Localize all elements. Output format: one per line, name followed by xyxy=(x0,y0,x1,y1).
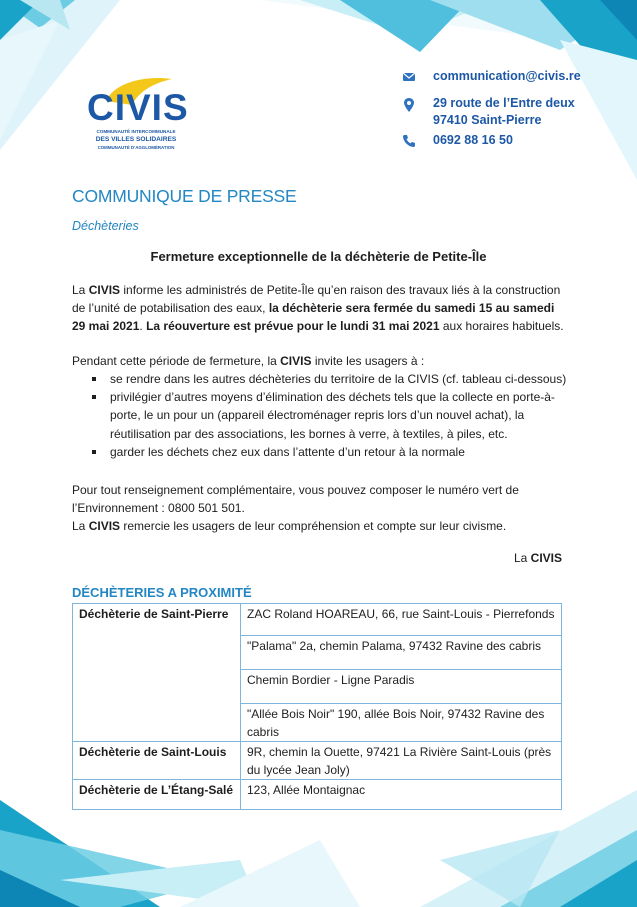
paragraph-contact-info: Pour tout renseignement complémentaire, vous pouvez composer le numéro vert de l’Environnement : 0800 501 501. xyxy=(72,483,519,516)
list-item-text: garder les déchets chez eux dans l’attente d’un retour à la normale xyxy=(110,444,465,459)
text-run: invite les usagers à : xyxy=(311,354,425,368)
logo-wordmark: CIVIS xyxy=(87,87,189,128)
logo-tagline-3: COMMUNAUTÉ D'AGGLOMÉRATION xyxy=(97,145,175,150)
table-cell-address: 123, Allée Montaignac xyxy=(241,780,562,810)
table-cell-name: Déchèterie de L’Étang-Salé xyxy=(73,780,241,810)
bullet-square-icon xyxy=(92,450,96,454)
section-title: DÉCHÈTERIES A PROXIMITÉ xyxy=(72,585,252,600)
signature-name: CIVIS xyxy=(530,551,562,565)
closure-dates: la déchèterie sera fermée du samedi 15 au samedi 29 mai 2021 xyxy=(72,301,555,334)
logo-tagline-1: COMMUNAUTÉ INTERCOMMUNALE xyxy=(96,129,176,134)
text-run: aux horaires habituels. xyxy=(439,319,564,334)
press-headline: Fermeture exceptionnelle de la déchèterie de Petite-Île xyxy=(150,249,487,264)
waste-centers-table xyxy=(72,603,562,810)
table-row xyxy=(73,604,562,636)
list-item xyxy=(72,388,568,443)
page-title: COMMUNIQUE DE PRESSE xyxy=(72,186,297,206)
paragraph-invitation xyxy=(72,352,568,370)
text-run: remercie les usagers de leur compréhension et compte sur leur civisme. xyxy=(120,519,507,533)
paragraph-intro xyxy=(72,281,568,336)
bullet-square-icon xyxy=(92,377,96,381)
text-run: La xyxy=(72,519,89,533)
table-cell-address: Chemin Bordier - Ligne Paradis xyxy=(241,670,562,704)
table-cell-address: "Palama" 2a, chemin Palama, 97432 Ravine des cabris xyxy=(241,636,562,670)
text-run: La xyxy=(72,283,89,297)
recommendations-list xyxy=(72,370,568,461)
phone-icon xyxy=(401,133,417,149)
contact-address-line2: 97410 Saint-Pierre xyxy=(433,113,542,127)
envelope-icon xyxy=(401,69,417,85)
contact-address-line1: 29 route de l’Entre deux xyxy=(433,96,575,110)
reopening-date: La réouverture est prévue pour le lundi 31 mai 2021 xyxy=(146,319,440,334)
text-run: Pendant cette période de fermeture, la xyxy=(72,354,281,368)
civis-name: CIVIS xyxy=(88,519,121,533)
contact-phone[interactable]: 0692 88 16 50 xyxy=(433,133,513,147)
civis-logo xyxy=(84,75,189,165)
signature xyxy=(480,551,562,565)
list-item xyxy=(72,443,568,461)
table-cell-address: 9R, chemin la Ouette, 97421 La Rivière Saint-Louis (près du lycée Jean Joly) xyxy=(241,742,562,780)
page-subtitle: Déchèteries xyxy=(72,219,139,233)
table-row xyxy=(73,780,562,810)
list-item-text: se rendre dans les autres déchèteries du territoire de la CIVIS (cf. tableau ci-dessous) xyxy=(110,372,567,386)
bullet-square-icon xyxy=(92,395,96,399)
list-item xyxy=(72,370,568,388)
table-cell-address: "Allée Bois Noir" 190, allée Bois Noir, 97432 Ravine des cabris xyxy=(241,704,562,742)
signature-prefix: La xyxy=(513,551,531,565)
civis-name: CIVIS xyxy=(280,354,312,368)
table-row xyxy=(73,742,562,780)
location-pin-icon xyxy=(401,97,417,113)
logo-tagline-2: DES VILLES SOLIDAIRES xyxy=(95,136,177,143)
civis-name: CIVIS xyxy=(88,283,121,297)
contact-email[interactable]: communication@civis.re xyxy=(433,69,581,83)
table-cell-name: Déchèterie de Saint-Louis xyxy=(73,742,241,780)
text-run: informe les administrés de Petite-Île qu’en raison des travaux liés à la construction de l’unité de potabilisation des eaux, xyxy=(72,283,561,316)
text-run: . xyxy=(139,319,147,334)
table-cell-address: ZAC Roland HOAREAU, 66, rue Saint-Louis - Pierrefonds xyxy=(241,604,562,636)
list-item-text: privilégier d’autres moyens d’élimination des déchets tels que la collecte en porte-à-porte, le un pour un (appareil électroménager repris lors d’un nouvel achat), la réutilisation par des associations, les bornes à verre, à textiles, à piles, etc. xyxy=(110,390,555,441)
table-cell-name: Déchèterie de Saint-Pierre xyxy=(73,604,241,742)
paragraph-thanks xyxy=(72,517,568,535)
